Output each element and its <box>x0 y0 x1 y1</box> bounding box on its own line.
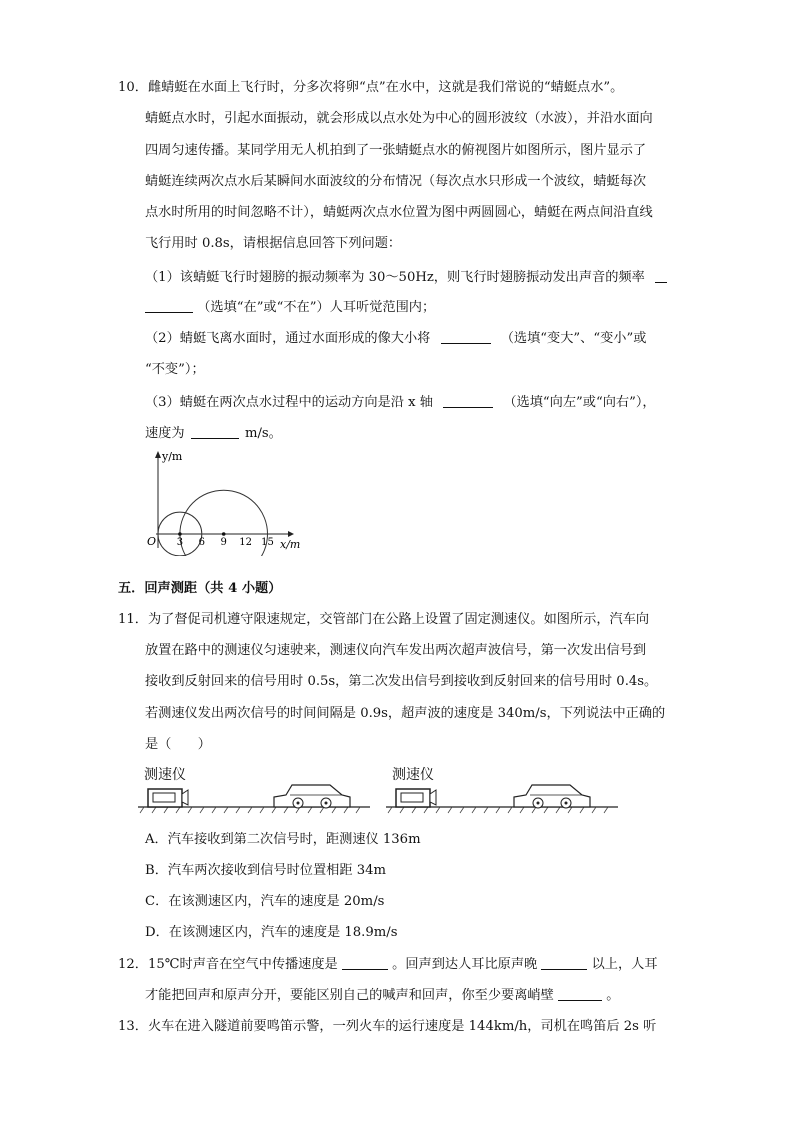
y-axis-label: y/m <box>162 450 183 463</box>
device-label-left: 测速仪 <box>144 767 186 783</box>
q10-sub1-line-b <box>145 298 435 318</box>
car-hub-icon <box>297 802 300 805</box>
speed-camera-lens <box>430 790 436 805</box>
q12-text-a: 12．15℃时声音在空气中传播速度是 <box>118 957 338 972</box>
x-axis-label: x/m <box>280 538 301 551</box>
q11-option-d[interactable]: D．在该测速区内，汽车的速度是 18.9m/s <box>145 925 398 940</box>
q12-blank-speed[interactable] <box>342 955 388 970</box>
q11-line-3: 接收到反射回来的信号用时 0.5s，第二次发出信号到接收到反射回来的信号用时 0.4s。 <box>145 674 658 689</box>
speed-camera-scene-right <box>384 775 620 817</box>
q12-line-1 <box>118 955 658 975</box>
speed-camera-window <box>401 793 423 802</box>
q10-line-2: 蜻蜓点水时，引起水面振动，就会形成以点水处为中心的圆形波纹（水波），并沿水面向 <box>145 111 653 126</box>
q10-sub2-choice-text: （选填“变大”、“变小”或 <box>500 331 647 346</box>
q10-sub3-choice-text: （选填“向左”或“向右”）， <box>503 395 656 410</box>
q12-text-b: 。回声到达人耳比原声晚 <box>392 957 538 972</box>
speed-camera-lens <box>182 790 188 805</box>
q11-option-b[interactable]: B．汽车两次接收到信号时位置相距 34m <box>145 863 386 878</box>
car-hub-icon <box>325 802 328 805</box>
ground-hatching <box>388 807 608 813</box>
q10-sub2-line-a <box>145 329 646 349</box>
first-drop-point <box>178 532 182 536</box>
q10-sub2-blank[interactable] <box>441 329 491 344</box>
q11-option-a[interactable]: A．汽车接收到第二次信号时，距测速仪 136m <box>145 832 421 847</box>
x-tick-label: 6 <box>198 537 205 548</box>
q12-line-2 <box>145 986 619 1006</box>
x-tick-label: 12 <box>239 537 252 548</box>
q11-option-c[interactable]: C．在该测速区内，汽车的速度是 20m/s <box>145 894 385 909</box>
q11-line-2: 放置在路中的测速仪匀速驶来，测速仪向汽车发出两次超声波信号，第一次发出信号到 <box>145 643 647 658</box>
q10-line-1: 10．雌蜻蜓在水面上飞行时，分多次将卵“点”在水中，这就是我们常说的“蜻蜓点水”。 <box>118 80 624 95</box>
x-tick-label: 9 <box>220 537 227 548</box>
origin-label: O <box>147 535 157 548</box>
car-hub-icon <box>537 802 540 805</box>
x-tick-label: 15 <box>261 537 274 548</box>
q12-text-c: 以上，人耳 <box>591 957 658 972</box>
x-axis-arrow <box>288 531 294 537</box>
x-tick-label: 3 <box>176 537 184 548</box>
q10-sub3-line-b <box>145 424 282 444</box>
q10-sub1-choice-text: （选填“在”或“不在”）人耳听觉范围内； <box>197 300 436 315</box>
q12-blank-distance[interactable] <box>558 986 602 1001</box>
y-axis-arrow <box>155 451 161 458</box>
q11-line-4: 若测速仪发出两次信号的时间间隔是 0.9s，超声波的速度是 340m/s，下列说法中正确的 <box>145 706 666 721</box>
q10-line-4: 蜻蜓连续两次点水后某瞬间水面波纹的分布情况（每次点水只形成一个波纹，蜻蜓每次 <box>145 174 647 189</box>
q13-line-1: 13．火车在进入隧道前要鸣笛示警，一列火车的运行速度是 144km/h，司机在鸣笛后 2s 听 <box>118 1019 657 1034</box>
q11-line-1: 11．为了督促司机遵守限速规定，交管部门在公路上设置了固定测速仪。如图所示，汽车向 <box>118 612 650 627</box>
q11-line-5: 是（ ） <box>145 737 211 752</box>
speed-camera-scene-left <box>136 775 372 817</box>
q10-sub1-blank-start[interactable] <box>655 268 667 283</box>
q10-sub2-line-b: “不变”）； <box>145 362 205 377</box>
q10-line-5: 点水时所用的时间忽略不计），蜻蜓两次点水位置为图中两圆圆心，蜻蜓在两点间沿直线 <box>145 205 653 220</box>
ripple-figure <box>138 448 318 556</box>
q10-sub1-blank[interactable] <box>145 298 193 313</box>
q10-sub3-direction-blank[interactable] <box>443 393 493 408</box>
q10-sub3-unit: m/s。 <box>244 426 282 441</box>
q10-sub3-text: （3）蜻蜓在两次点水过程中的运动方向是沿 x 轴 <box>145 395 433 410</box>
car-hub-icon <box>565 802 568 805</box>
q10-sub3-speed-label: 速度为 <box>145 426 185 441</box>
device-label-right: 测速仪 <box>392 767 434 783</box>
q10-sub3-speed-blank[interactable] <box>191 424 239 439</box>
section-title: 五．回声测距（共 4 小题） <box>118 581 282 596</box>
q10-sub2-text: （2）蜻蜓飞离水面时，通过水面形成的像大小将 <box>145 331 431 346</box>
q10-sub1-line-a <box>145 268 667 288</box>
car-body <box>274 785 350 807</box>
car-body <box>514 785 590 807</box>
second-drop-point <box>222 532 226 536</box>
q10-line-6: 飞行用时 0.8s，请根据信息回答下列问题： <box>145 236 402 251</box>
q10-sub1-text: （1）该蜻蜓飞行时翅膀的振动频率为 30～50Hz，则飞行时翅膀振动发出声音的频率 <box>145 270 645 285</box>
q12-text-e: 。 <box>606 988 620 1003</box>
q12-blank-time[interactable] <box>541 955 587 970</box>
q10-sub3-line-a <box>145 393 656 413</box>
q12-text-d: 才能把回声和原声分开，要能区别自己的喊声和回声，你至少要离峭壁 <box>145 988 554 1003</box>
q10-line-3: 四周匀速传播。某同学用无人机拍到了一张蜻蜓点水的俯视图片如图所示，图片显示了 <box>145 143 647 158</box>
speed-camera-window <box>153 793 175 802</box>
